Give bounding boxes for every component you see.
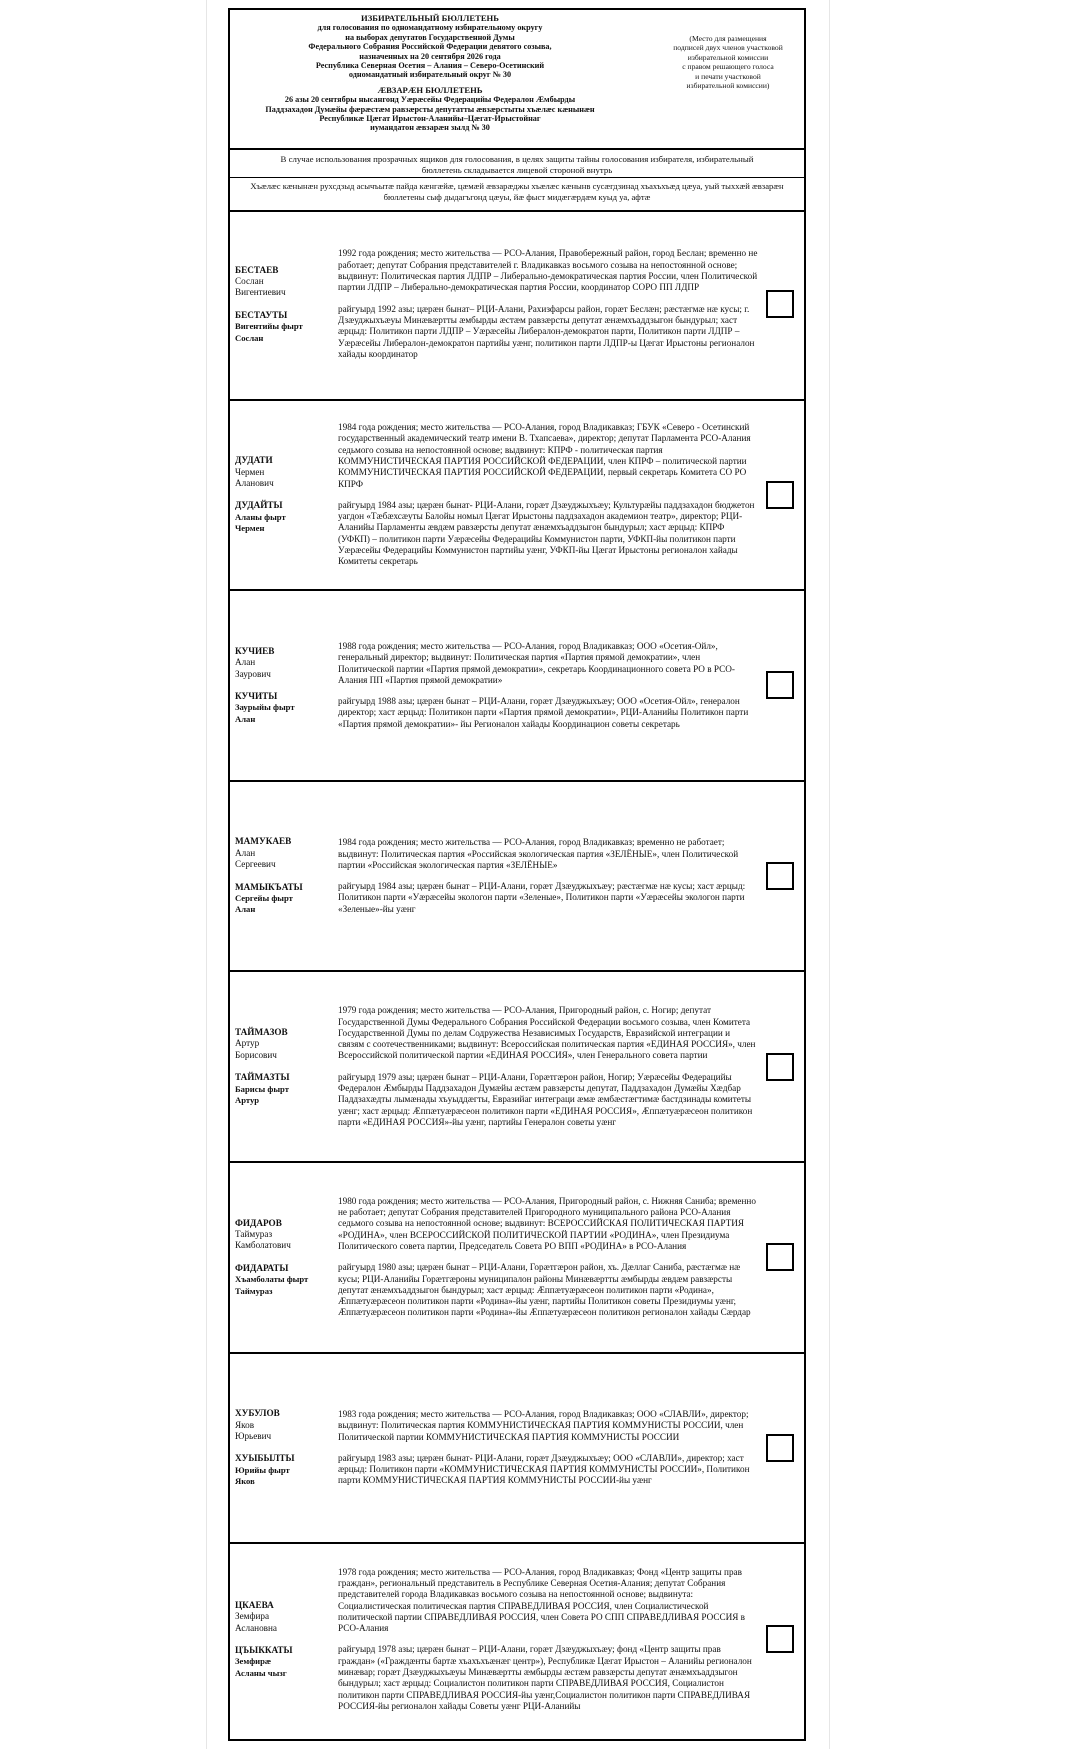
- header-line-ru: для голосования по одномандатному избирательному округу: [317, 23, 543, 33]
- candidate-patronymic-os: Вигентийы фырт: [235, 321, 303, 332]
- candidate-firstname-ru: Алан: [235, 657, 256, 668]
- candidate-info-os: райгуырд 1992 азы; цæрæн бынат– РЦИ-Алани, Рахизфарсы район, горæт Беслæн; рæстæгмæ нæ кусы; г. Дзæуджыхъæуы Минæвæртты æмбырды æстæм равзæрсты депутат æнæмхъаддзыгон бындурыл; хаст æрцыд: Политикон парти ЛДПР – Уæрæсейы Либералон-демократон парти, Политикон парти ЛДПР – Уæрæсейы Либералон-демократон партийы уæнг, политикон парти ЛДПР-ы Цæгат Ирыстоны регионалон хайады координатор: [338, 303, 755, 359]
- candidate-row: [230, 972, 804, 1163]
- candidate-patronymic-ru: Аслановна: [235, 1622, 277, 1633]
- candidate-info-ru: 1984 года рождения; место жительства — РСО-Алания, город Владикавказ; ГБУК «Северо - Осетинский государственный академический театр имени В. Тхапсаева», директор; депутат Парламента РСО-Алания седьмого созыва на непостоянной основе; выдвинут: КПРФ - политическая партия КОММУНИСТИЧЕСКАЯ ПАРТИЯ РОССИЙСКОЙ ФЕДЕРАЦИИ, член КПРФ – политической партии КОММУНИСТИЧЕСКАЯ ПАРТИЯ РОССИЙСКОЙ ФЕДЕРАЦИИ, первый секретарь Комитета СО РО КПРФ: [338, 422, 751, 489]
- candidate-patronymic-ru: Юрьевич: [235, 1430, 272, 1441]
- candidate-firstname-ru: Таймураз: [235, 1228, 273, 1239]
- candidate-row: [230, 401, 804, 592]
- candidate-names: [235, 972, 331, 1161]
- header-line-ru: назначенных на 20 сентября 2026 года: [359, 51, 501, 61]
- candidate-patronymic-ru: Вигентиевич: [235, 287, 286, 298]
- candidate-row: [230, 1163, 804, 1354]
- header-line-os: Паддзахадон Думæйы фæрæстæм равзæрсты депутатты æвзæрстыты хъæлæс кæнынæн: [265, 104, 595, 114]
- candidate-info: [338, 210, 758, 399]
- candidate-row: [230, 782, 804, 973]
- candidate-patronymic-ru: Камболатович: [235, 1240, 291, 1251]
- candidate-patronymic-ru: Сергеевич: [235, 859, 276, 870]
- vote-checkbox[interactable]: [766, 1053, 794, 1081]
- vote-checkbox[interactable]: [766, 671, 794, 699]
- candidate-firstname-os: Асланы чызг: [235, 1667, 287, 1678]
- candidate-names: [235, 1163, 331, 1352]
- candidate-surname-os: ЦЪЫККАТЫ: [235, 1644, 293, 1655]
- candidate-firstname-ru: Алан: [235, 847, 256, 858]
- candidate-info: [338, 1354, 758, 1543]
- candidate-surname-ru: КУЧИЕВ: [235, 645, 275, 656]
- side-note-line: и печати участковой: [695, 71, 761, 81]
- candidate-names: [235, 782, 331, 971]
- candidate-info: [338, 1544, 758, 1735]
- candidate-info: [338, 401, 758, 590]
- header-line-ru: на выборах депутатов Государственной Думы: [345, 32, 515, 42]
- vote-checkbox[interactable]: [766, 481, 794, 509]
- candidate-firstname-ru: Артур: [235, 1038, 260, 1049]
- candidate-info: [338, 591, 758, 780]
- side-note-line: подписей двух членов участковой: [673, 43, 783, 53]
- title-ru: ИЗБИРАТЕЛЬНЫЙ БЮЛЛЕТЕНЬ: [361, 13, 499, 23]
- notice-ru: В случае использования прозрачных ящиков для голосования, в целях защиты тайны голосования избирателя, избирательный бюллетень складывается лицевой стороной внутрь: [280, 154, 754, 175]
- candidate-info-ru: 1978 года рождения; место жительства — РСО-Алания, город Владикавказ; Фонд «Центр защиты прав граждан», региональный представитель в Республике Северная Осетия-Алания; депутат Собрания представителей города Владикавказ восьмого созыва на непостоянной основе; выдвинута: Социалистическая политическая партия СПРАВЕДЛИВАЯ РОССИЯ, член Социалистической политической партии СПРАВЕДЛИВАЯ РОССИЯ, член Совета РО СПП СПРАВЕДЛИВАЯ РОССИЯ в РСО-Алания: [338, 1566, 746, 1634]
- candidate-firstname-os: Яков: [235, 1476, 255, 1487]
- vote-checkbox[interactable]: [766, 862, 794, 890]
- candidate-surname-ru: БЕСТАЕВ: [235, 264, 279, 275]
- candidate-info-ru: 1983 года рождения; место жительства — РСО-Алания, город Владикавказ; ООО «СЛАВЛИ», директор; выдвинут: Политическая партия КОММУНИСТИЧЕСКАЯ ПАРТИЯ КОММУНИСТЫ РОССИИ, член Политической партии КОММУНИСТИЧЕСКАЯ ПАРТИЯ КОММУНИСТЫ РОССИИ: [338, 1409, 749, 1442]
- candidate-info-ru: 1992 года рождения; место жительства — РСО-Алания, Правобережный район, город Беслан; временно не работает; депутат Собрания представителей г. Владикавказ восьмого созыва на непостоянной основе; выдвинут: Политическая партия ЛДПР – Либерально-демократическая партия России, член Политической партии ЛДПР – Либерально-демократическая партия России, координатор СОРО ПП ЛДПР: [338, 248, 758, 293]
- candidate-surname-ru: ФИДАРОВ: [235, 1217, 282, 1228]
- candidate-patronymic-os: Земфирæ: [235, 1656, 272, 1667]
- candidate-surname-os: БЕСТАУТЫ: [235, 309, 288, 320]
- candidate-firstname-os: Артур: [235, 1095, 260, 1105]
- side-note-line: избирательной комиссии): [686, 81, 770, 91]
- candidate-patronymic-os: Сергейы фырт: [235, 893, 293, 903]
- header-line-ru: одномандатный избирательный округ № 30: [348, 70, 512, 80]
- side-note-line: избирательной комиссии: [687, 52, 769, 62]
- candidate-firstname-os: Алан: [235, 904, 256, 915]
- candidate-patronymic-os: Барисы фырт: [235, 1083, 289, 1094]
- candidate-firstname-ru: Яков: [235, 1419, 255, 1430]
- candidate-surname-os: ТАЙМАЗТЫ: [235, 1072, 290, 1083]
- candidate-info: [338, 972, 758, 1161]
- side-note-line: с правом решающего голоса: [682, 62, 774, 72]
- page-edge-right: [829, 0, 830, 1749]
- header-titles: [230, 14, 630, 133]
- vote-checkbox[interactable]: [766, 290, 794, 318]
- signature-seal-placeholder: [664, 34, 792, 90]
- candidate-info: [338, 1163, 758, 1352]
- candidate-names: [235, 401, 331, 590]
- candidate-info-os: райгуырд 1983 азы; цæрæн бынат- РЦИ-Алани, горæт Дзæуджыхъæу; ООО «СЛАВЛИ», директор; хаст æрцыд: Политикон парти «КОММУНИСТИЧЕСКАЯ ПАРТИЯ КОММУНИСТЫ РОССИИ», Политикон парти КОММУНИСТИЧЕСКАЯ ПАРТИЯ КОММУНИСТЫ РОССИИ-йы уæнг: [338, 1452, 750, 1486]
- candidate-firstname-os: Таймураз: [235, 1285, 273, 1296]
- header-line-ru: Республика Северная Осетия – Алания – Северо-Осетинский: [315, 61, 545, 71]
- page-edge-left: [206, 0, 207, 1749]
- candidate-patronymic-ru: Заурович: [235, 668, 271, 679]
- candidate-info-ru: 1984 года рождения; место жительства — РСО-Алания, город Владикавказ; временно не работает; выдвинут: Политическая партия «Российская экологическая партия «ЗЕЛЁНЫЕ», член Политической партии «Российская экологическая партия «ЗЕЛЁНЫЕ»: [338, 837, 739, 870]
- candidate-surname-os: ФИДАРАТЫ: [235, 1262, 289, 1273]
- folding-notice: [230, 148, 804, 212]
- candidate-row: [230, 1354, 804, 1545]
- ballot: [228, 8, 806, 1741]
- candidate-patronymic-ru: Борисович: [235, 1049, 277, 1060]
- candidate-names: [235, 210, 331, 399]
- candidate-row: [230, 591, 804, 782]
- candidate-firstname-os: Чермен: [235, 523, 265, 534]
- candidate-surname-ru: ДУДАТИ: [235, 455, 273, 466]
- candidate-firstname-ru: Земфира: [235, 1611, 270, 1622]
- candidate-names: [235, 1544, 331, 1735]
- candidate-info: [338, 782, 758, 971]
- candidate-patronymic-os: Хъамболаты фырт: [235, 1274, 309, 1285]
- candidate-info-os: райгуырд 1984 азы; цæрæн бынат – РЦИ-Алани, горæт Дзæуджыхъæу; рæстæгмæ нæ кусы; хаст æрцыд: Политикон парти «Уæрæсейы экологон парти «Зеленые», Политикон парти «Уæрæсейы экологон парти «Зеленые»-йы уæнг: [338, 881, 746, 914]
- title-os: ÆВЗАРÆН БЮЛЛЕТЕНЬ: [377, 84, 483, 95]
- notice-divider: [230, 177, 804, 178]
- candidate-info-os: райгуырд 1980 азы; цæрæн бынат – РЦИ-Алани, Горæтгæрон район, хъ. Дæллаг Саниба, рæстæгмæ нæ кусы; РЦИ-Аланийы Горæтгæроны муниципалон районы Минæвæртты æмбырды æвдæм равзæрсты депутат æнæмхъаддзыгон бындурыл; хаст æрцыд: Æппæтуæрæсеон политикон парти «Родина», Æппæтуæрæсеон политикон парти «Родина»-йы уæнг, партийы Политикон советы Президиумы уæнг, Æппæтуæрæсеон политикон парти «Родина»-йы Æппæтуæрæсеон политикон регионалон хайады Сæрдар: [338, 1262, 751, 1318]
- candidate-patronymic-os: Юрийы фырт: [235, 1464, 290, 1475]
- ballot-header: [230, 10, 804, 150]
- header-line-os: иумандатон æвзарæн зылд № 30: [370, 123, 490, 133]
- candidate-info-os: райгуырд 1984 азы; цæрæн бынат- РЦИ-Алани, горæт Дзæуджыхъæу; Культурæйы паддзахадон бюджетон уагдон «Тæбæхсæуты Балойы номыл Цæгат Ирыстоны паддзахадон академион театр», директор; РЦИ-Аланийы Парламенты æвдæм равзæрсты депутат æнæмхъаддзыгон бындурыл; хаст æрцыд: КПРФ (УФКП) – политикон парти Уæрæсейы Федерацийы Коммунистон парти, УФКП-йы политикон парти Уæрæсейы Федерацийы Коммунистон партийы уæнг, УФКП-йы Цæгат Ирыстоны регионалон хайады Комитеты секретарь: [338, 499, 755, 567]
- candidate-firstname-os: Алан: [235, 713, 256, 724]
- candidate-info-os: райгуырд 1978 азы; цæрæн бынат – РЦИ-Алани, горæт Дзæуджыхъæу; фонд «Центр защиты прав граждан» («Граждæнты бартæ хъахъхъæнæг центр»), Республикæ Цæгат Ирыстон – Аланийы регионалон минæвар; горæт Дзæуджыхъæуы Минæвæртты æмбырды æстæм равзæрсты депутат æнæмхъаддзыгон бындурыл; хаст æрцыд: Социалистон политикон парти СПРАВЕДЛИВАЯ РОССИЯ, Социалистон политикон парти СПРАВЕДЛИВАЯ РОССИЯ-йы уæнг,Социалистон политикон парти СПРАВЕДЛИВАЯ РОССИЯ-йы регионалон хайады Советы уæнг РЦИ-Аланийы: [338, 1644, 752, 1711]
- candidate-names: [235, 591, 331, 780]
- candidate-firstname-ru: Чермен: [235, 466, 265, 477]
- candidate-row: [230, 210, 804, 401]
- candidate-patronymic-os: Аланы фырт: [235, 511, 286, 522]
- candidate-info-ru: 1979 года рождения; место жительства — РСО-Алания, Пригородный район, с. Ногир; депутат Государственной Думы Федерального Собрания Российской Федерации восьмого созыва, член Комитета Государственной Думы по делам Содружества Независимых Государств, Евразийской интеграции и связям с соотечественниками; выдвинут: Всероссийская политическая партия «ЕДИНАЯ РОССИЯ», член Всероссийской политической партии «ЕДИНАЯ РОССИЯ», член Генерального совета партии: [338, 1005, 756, 1061]
- header-line-os: Республикæ Цæгат Ирыстон-Аланийы–Цæгат-Ирыстойнаг: [319, 114, 541, 124]
- notice-os: Хъæлæс кæнынæн рухсдзыд асычъытæ пайда кæнгæйæ, цæмæй æвзарæджы хъæлæс кæнынв сусæгдзинад хъахъхъæд цæуа, уый тыххæй æвзарæн бюллетены сыф дыдагъгонд цæуы, йæ фыст мидæгæрдæм куыд уа, афтæ: [250, 181, 784, 202]
- candidate-surname-os: КУЧИТЫ: [235, 690, 278, 701]
- candidate-info-ru: 1988 года рождения; место жительства — РСО-Алания, город Владикавказ; ООО «Осетия-Ойл», генеральный директор; выдвинут: Политическая партия «Партия прямой демократии», член Политической партии «Партия прямой демократии», секретарь Координационного совета РО в РСО-Алания ПП «Партия прямой демократии»: [338, 640, 735, 685]
- candidate-surname-ru: МАМУКАЕВ: [235, 836, 292, 847]
- candidate-patronymic-ru: Аланович: [235, 477, 274, 488]
- header-line-os: 26 азы 20 сентябры нысангонд Уæрæсейы Федерацийы Федералон Æмбырды: [284, 95, 576, 105]
- candidate-patronymic-os: Заурыйы фырт: [235, 702, 295, 713]
- candidate-surname-ru: ХУБУЛОВ: [235, 1408, 280, 1419]
- candidate-firstname-os: Сослан: [235, 332, 264, 343]
- vote-checkbox[interactable]: [766, 1243, 794, 1271]
- side-note-line: (Место для размещения: [689, 34, 767, 43]
- candidate-firstname-ru: Сослан: [235, 275, 264, 286]
- candidate-surname-os: ХУЫБЫЛТЫ: [235, 1453, 295, 1464]
- candidate-row: [230, 1544, 804, 1735]
- candidate-surname-ru: ТАЙМАЗОВ: [235, 1026, 288, 1037]
- candidate-surname-ru: ЦКАЕВА: [235, 1599, 274, 1610]
- candidate-info-os: райгуырд 1979 азы; цæрæн бынат – РЦИ-Алани, Горæтгæрон район, Ногир; Уæрæсейы Федерацийы Федералон Æмбырды Паддзахадон Думæйы æстæм равзæрсты депутат, Паддзахадон Думæйы Хæдбар Паддзахæдты лымæнады хъуыддæгты, Евразийаг интеграци æмæ æмбæстæгтимæ бастдзинады комитеты уæнг; хаст æрцыд: Æппæтуæрæсеон политикон парти «ЕДИНАЯ РОССИЯ», Æппæтуæрæсеон политикон парти «ЕДИНАЯ РОССИЯ»-йы уæнг, партийы Генералон советы уæнг: [338, 1071, 753, 1127]
- candidate-surname-os: МАМЫКЪАТЫ: [235, 881, 303, 892]
- candidate-info-os: райгуырд 1988 азы; цæрæн бынат – РЦИ-Алани, горæт Дзæуджыхъæу; ООО «Осетия-Ойл», генералон директор; хаст æрцыд: Политикон парти «Партия прямой демократии», РЦИ-Аланийы Политикон парти «Партия прямой демократии»- йы Регионалон хайады Координацион советы секретарь: [338, 696, 749, 729]
- candidate-info-ru: 1980 года рождения; место жительства — РСО-Алания, Пригородный район, с. Нижняя Саниба; временно не работает; депутат Собрания представителей Пригородного муниципального района РСО-Алания седьмого созыва на непостоянной основе; выдвинут: ВСЕРОССИЙСКАЯ ПОЛИТИЧЕСКАЯ ПАРТИЯ «РОДИНА», член ВСЕРОССИЙСКОЙ ПОЛИТИЧЕСКОЙ ПАРТИИ «РОДИНА», член Президиума Политического совета партии, Председатель Совета РО ВПП «РОДИНА» в РСО-Алания: [338, 1195, 756, 1251]
- vote-checkbox[interactable]: [766, 1434, 794, 1462]
- candidate-names: [235, 1354, 331, 1543]
- vote-checkbox[interactable]: [766, 1625, 794, 1653]
- header-line-ru: Федерального Собрания Российской Федерации девятого созыва,: [308, 42, 552, 52]
- candidate-surname-os: ДУДАЙТЫ: [235, 500, 283, 511]
